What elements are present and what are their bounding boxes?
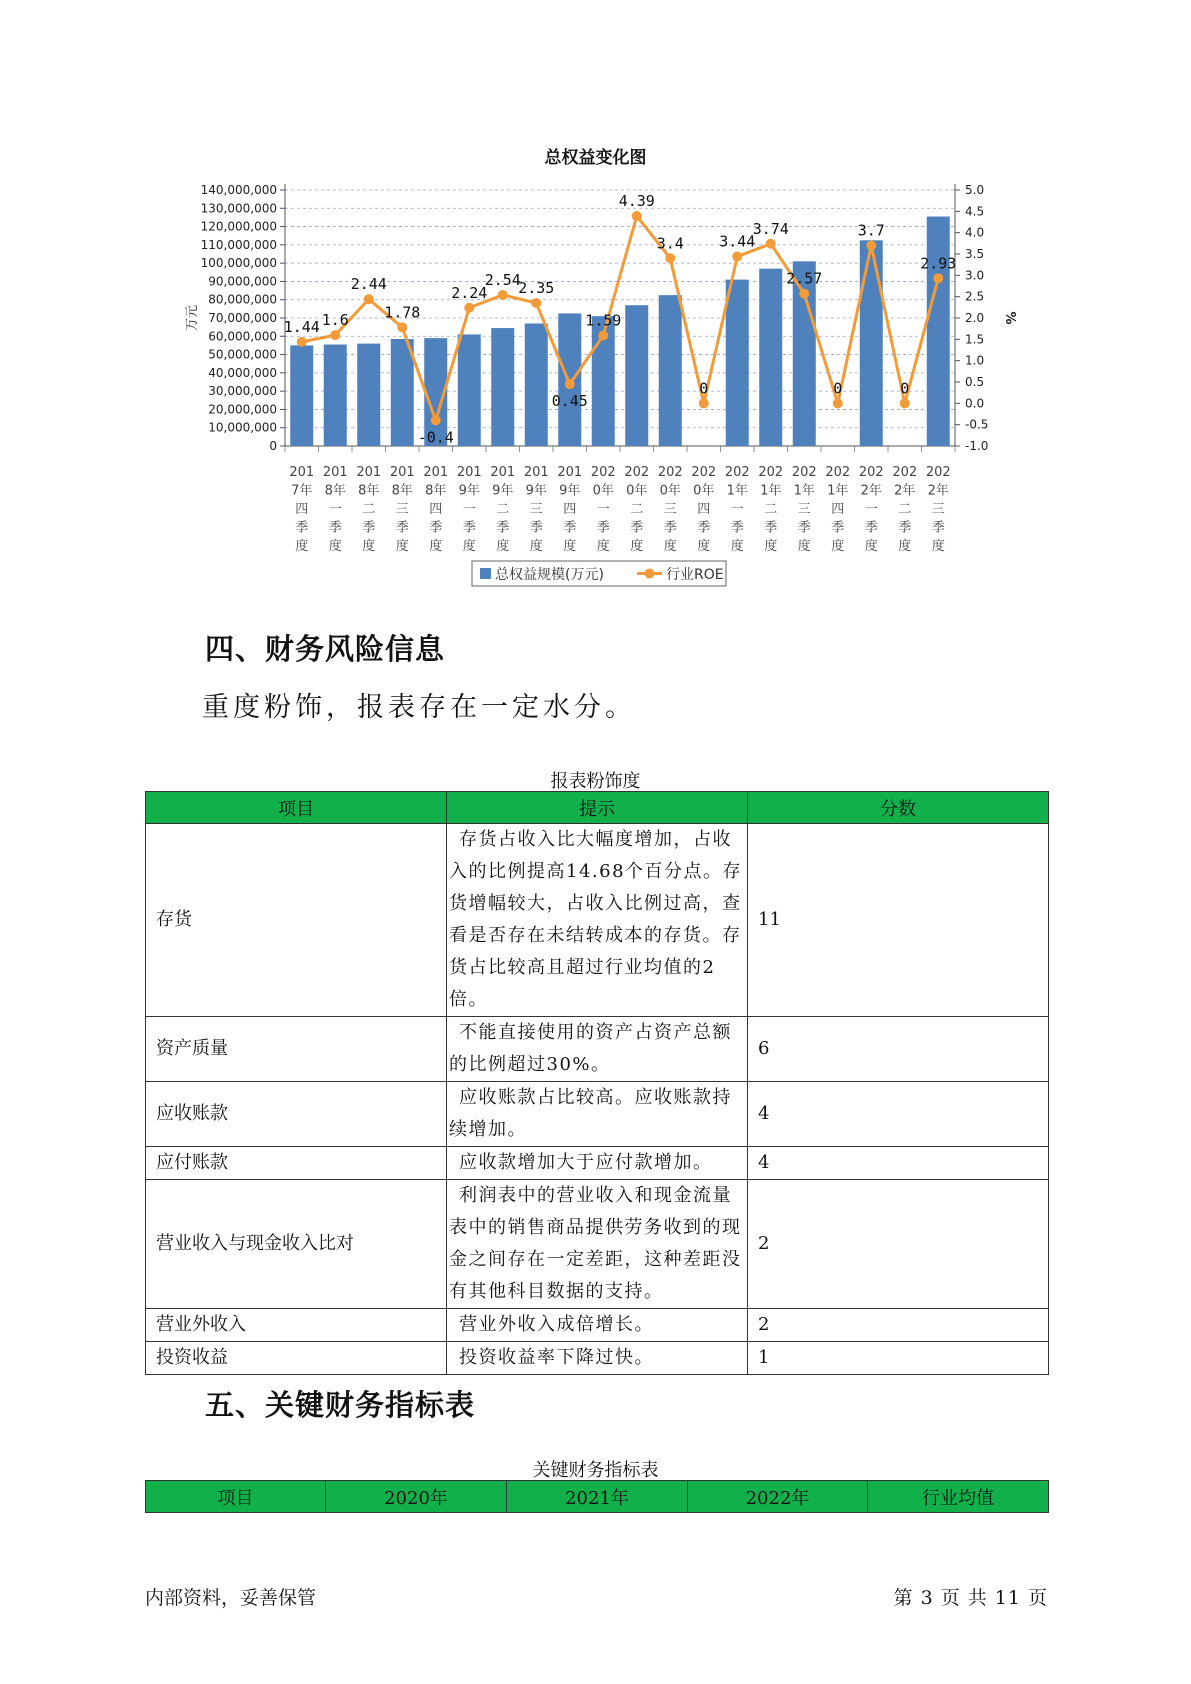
- table-row: [146, 824, 1049, 1017]
- x-tick-label: 四: [563, 502, 577, 517]
- x-tick-label: 度: [931, 539, 945, 554]
- roe-point: [431, 415, 441, 425]
- risk-summary: 重度粉饰，报表存在一定水分。: [202, 692, 636, 723]
- bar: [625, 305, 648, 446]
- header-2021: 2021年: [507, 1481, 688, 1513]
- right-axis-label: %: [1002, 311, 1017, 325]
- row-item: 应付账款: [146, 1147, 447, 1180]
- x-tick-label: 二: [362, 502, 376, 517]
- x-tick-label: 度: [630, 539, 644, 554]
- x-tick-label: 202: [590, 465, 616, 480]
- x-tick-label: 202: [624, 465, 650, 480]
- left-tick-label: 80,000,000: [208, 292, 277, 307]
- x-tick-label: 季: [730, 520, 744, 536]
- x-tick-label: 季: [864, 520, 878, 536]
- x-tick-label: 季: [295, 520, 309, 536]
- roe-point: [364, 294, 374, 304]
- roe-point: [933, 273, 943, 283]
- x-tick-label: 度: [496, 539, 510, 554]
- x-tick-label: 8年: [425, 483, 447, 499]
- key-table-header-row: [146, 1481, 1049, 1513]
- left-tick-label: 50,000,000: [208, 347, 277, 362]
- roe-data-label: 2.24: [451, 283, 488, 302]
- left-tick-label: 10,000,000: [208, 420, 277, 435]
- x-tick-label: 季: [496, 520, 510, 536]
- x-tick-label: 2年: [927, 483, 949, 499]
- table-row: [146, 1147, 1049, 1180]
- header-industry-avg: 行业均值: [868, 1481, 1049, 1513]
- right-tick-label: -1.0: [965, 439, 989, 453]
- header-2020: 2020年: [326, 1481, 507, 1513]
- x-tick-label: 季: [596, 520, 610, 536]
- right-tick-label: 1.0: [965, 353, 985, 368]
- legend-line-marker: [645, 569, 655, 579]
- x-tick-label: 202: [858, 465, 884, 480]
- x-tick-label: 度: [697, 539, 711, 554]
- roe-point: [665, 253, 675, 263]
- left-tick-label: 30,000,000: [208, 384, 277, 399]
- x-tick-label: 季: [328, 520, 342, 536]
- row-hint: 投资收益率下降过快。: [447, 1342, 748, 1375]
- x-tick-label: 一: [596, 502, 610, 517]
- legend-bar-label: 总权益规模(万元): [495, 567, 604, 583]
- x-tick-label: 0年: [693, 483, 715, 499]
- row-score: 4: [748, 1082, 1049, 1147]
- left-tick-label: 120,000,000: [200, 219, 277, 234]
- x-tick-label: 一: [730, 502, 744, 517]
- x-tick-label: 201: [389, 465, 415, 480]
- bar: [391, 339, 414, 446]
- x-tick-label: 三: [529, 502, 543, 517]
- row-item: 营业外收入: [146, 1309, 447, 1342]
- roe-point: [565, 379, 575, 389]
- key-table-caption: 关键财务指标表: [532, 1460, 659, 1481]
- x-tick-label: 度: [563, 539, 577, 554]
- right-tick-label: 2.0: [965, 311, 985, 325]
- roe-data-label: 2.35: [518, 279, 555, 298]
- x-tick-label: 201: [322, 465, 348, 480]
- left-tick-label: 90,000,000: [208, 274, 277, 289]
- key-indicator-table: [145, 1480, 1049, 1513]
- roe-point: [766, 239, 776, 249]
- x-tick-label: 度: [764, 539, 778, 554]
- left-tick-label: 100,000,000: [200, 256, 277, 271]
- right-tick-label: -0.5: [965, 417, 989, 432]
- roe-point: [632, 211, 642, 221]
- x-tick-label: 202: [892, 465, 918, 480]
- roe-data-label: 1.59: [585, 311, 622, 330]
- x-tick-label: 三: [797, 502, 811, 517]
- roe-point: [297, 337, 307, 347]
- left-tick-label: 0: [269, 439, 277, 453]
- x-tick-label: 201: [523, 465, 549, 480]
- x-tick-label: 季: [462, 520, 476, 536]
- x-tick-label: 201: [456, 465, 482, 480]
- roe-data-label: 3.4: [656, 234, 684, 253]
- x-tick-label: 四: [697, 502, 711, 517]
- header-2022: 2022年: [688, 1481, 868, 1513]
- row-score: 6: [748, 1017, 1049, 1082]
- x-tick-label: 度: [898, 539, 912, 554]
- roe-point: [531, 298, 541, 308]
- risk-table-caption: 报表粉饰度: [550, 771, 641, 792]
- x-tick-label: 0年: [659, 483, 681, 499]
- roe-point: [498, 290, 508, 300]
- x-tick-label: 季: [764, 520, 778, 536]
- roe-point: [330, 330, 340, 340]
- x-tick-label: 三: [663, 502, 677, 517]
- header-score: 分数: [748, 792, 1049, 824]
- header-item: 项目: [146, 1481, 326, 1513]
- right-tick-label: 3.5: [965, 247, 985, 261]
- right-tick-label: 2.5: [965, 289, 985, 304]
- x-tick-label: 1年: [726, 483, 748, 499]
- x-tick-label: 201: [356, 465, 382, 480]
- roe-data-label: 3.7: [857, 221, 885, 240]
- legend-line-label: 行业ROE: [666, 567, 724, 583]
- x-tick-label: 季: [630, 520, 644, 536]
- equity-chart: [0, 0, 1191, 600]
- roe-data-label: 2.44: [350, 275, 387, 294]
- roe-point: [799, 289, 809, 299]
- x-tick-label: 202: [691, 465, 717, 480]
- x-tick-label: 度: [864, 539, 878, 554]
- x-tick-label: 度: [395, 539, 409, 554]
- footer-confidential: 内部资料，妥善保管: [145, 1587, 317, 1609]
- x-tick-label: 度: [663, 539, 677, 554]
- left-tick-label: 60,000,000: [208, 329, 277, 344]
- section5-heading: 五、关键财务指标表: [205, 1388, 476, 1422]
- roe-data-label: 0: [900, 379, 910, 398]
- bar: [491, 328, 514, 446]
- table-row: [146, 1180, 1049, 1309]
- bar: [927, 217, 950, 446]
- x-tick-label: 季: [831, 520, 845, 536]
- right-tick-label: 4.0: [965, 225, 985, 240]
- x-tick-label: 度: [462, 539, 476, 554]
- x-tick-label: 度: [362, 539, 376, 554]
- roe-point: [464, 303, 474, 313]
- x-tick-label: 四: [295, 502, 309, 517]
- section4-heading: 四、财务风险信息: [205, 632, 446, 666]
- right-tick-label: 1.5: [965, 332, 985, 347]
- x-tick-label: 三: [395, 502, 409, 517]
- x-tick-label: 季: [697, 520, 711, 536]
- bar: [659, 295, 682, 446]
- row-score: 11: [748, 824, 1049, 1017]
- x-tick-label: 度: [295, 539, 309, 554]
- x-tick-label: 201: [423, 465, 449, 480]
- x-tick-label: 度: [797, 539, 811, 554]
- x-tick-label: 1年: [760, 483, 782, 499]
- x-tick-label: 202: [758, 465, 784, 480]
- x-tick-label: 9年: [559, 483, 581, 499]
- row-hint: 营业外收入成倍增长。: [447, 1309, 748, 1342]
- x-tick-label: 一: [864, 502, 878, 517]
- roe-point: [699, 398, 709, 408]
- left-tick-label: 110,000,000: [200, 237, 277, 252]
- x-tick-label: 度: [429, 539, 443, 554]
- bar: [324, 345, 347, 446]
- x-tick-label: 季: [797, 520, 811, 536]
- left-tick-label: 140,000,000: [200, 183, 277, 197]
- x-tick-label: 202: [724, 465, 750, 480]
- x-tick-label: 1年: [827, 483, 849, 499]
- right-tick-label: 5.0: [965, 183, 985, 197]
- roe-data-label: 0: [833, 379, 843, 398]
- x-tick-label: 一: [328, 502, 342, 517]
- bar: [458, 334, 481, 446]
- x-tick-label: 季: [563, 520, 577, 536]
- x-tick-label: 度: [529, 539, 543, 554]
- x-tick-label: 8年: [358, 483, 380, 499]
- row-hint: 不能直接使用的资产占资产总额的比例超过30%。: [447, 1017, 748, 1082]
- row-score: 4: [748, 1147, 1049, 1180]
- x-tick-label: 度: [831, 539, 845, 554]
- table-row: [146, 1309, 1049, 1342]
- x-tick-label: 1年: [793, 483, 815, 499]
- table-row: [146, 1342, 1049, 1375]
- roe-point: [397, 322, 407, 332]
- row-score: 2: [748, 1309, 1049, 1342]
- roe-point: [732, 252, 742, 262]
- bar: [357, 344, 380, 446]
- right-tick-label: 0.0: [965, 396, 985, 411]
- x-tick-label: 201: [289, 465, 315, 480]
- right-tick-label: 4.5: [965, 204, 985, 219]
- x-tick-label: 二: [764, 502, 778, 517]
- right-tick-label: 3.0: [965, 268, 985, 283]
- x-tick-label: 8年: [391, 483, 413, 499]
- x-tick-label: 9年: [492, 483, 514, 499]
- x-tick-label: 8年: [324, 483, 346, 499]
- x-tick-label: 度: [596, 539, 610, 554]
- legend-bar-swatch: [480, 568, 491, 579]
- row-item: 资产质量: [146, 1017, 447, 1082]
- x-tick-label: 三: [931, 502, 945, 517]
- x-tick-label: 9年: [458, 483, 480, 499]
- row-hint: 存货占收入比大幅度增加，占收入的比例提高14.68个百分点。存货增幅较大，占收入比例过高，查看是否存在未结转成本的存货。存货占比较高且超过行业均值的2倍。: [447, 824, 748, 1017]
- risk-table: [145, 791, 1049, 1375]
- roe-point: [900, 398, 910, 408]
- x-tick-label: 季: [429, 520, 443, 536]
- x-tick-label: 一: [462, 502, 476, 517]
- x-tick-label: 二: [496, 502, 510, 517]
- roe-data-label: 1.44: [283, 317, 320, 336]
- row-item: 营业收入与现金收入比对: [146, 1180, 447, 1309]
- row-item: 存货: [146, 824, 447, 1017]
- row-item: 投资收益: [146, 1342, 447, 1375]
- row-hint: 利润表中的营业收入和现金流量表中的销售商品提供劳务收到的现金之间存在一定差距，这种差距没有其他科目数据的支持。: [447, 1180, 748, 1309]
- roe-data-label: -0.4: [417, 428, 454, 447]
- x-tick-label: 9年: [525, 483, 547, 499]
- x-tick-label: 季: [362, 520, 376, 536]
- left-tick-label: 70,000,000: [208, 311, 277, 325]
- header-hint: 提示: [447, 792, 748, 824]
- left-tick-label: 130,000,000: [200, 201, 277, 216]
- header-item: 项目: [146, 792, 447, 824]
- roe-point: [866, 240, 876, 250]
- x-tick-label: 2年: [894, 483, 916, 499]
- x-tick-label: 201: [490, 465, 516, 480]
- x-tick-label: 0年: [626, 483, 648, 499]
- row-hint: 应收款增加大于应付款增加。: [447, 1147, 748, 1180]
- x-tick-label: 度: [328, 539, 342, 554]
- row-hint: 应收账款占比较高。应收账款持续增加。: [447, 1082, 748, 1147]
- left-tick-label: 40,000,000: [208, 365, 277, 380]
- roe-data-label: 1.6: [321, 311, 349, 330]
- footer-page-number: 第 3 页 共 11 页: [893, 1587, 1048, 1609]
- roe-data-label: 1.78: [384, 303, 421, 322]
- table-row: [146, 1017, 1049, 1082]
- row-score: 2: [748, 1180, 1049, 1309]
- x-tick-label: 二: [630, 502, 644, 517]
- x-tick-label: 季: [529, 520, 543, 536]
- x-tick-label: 202: [825, 465, 851, 480]
- left-axis-label: 万元: [185, 304, 200, 332]
- roe-point: [598, 330, 608, 340]
- x-tick-label: 四: [429, 502, 443, 517]
- row-item: 应收账款: [146, 1082, 447, 1147]
- bar: [759, 269, 782, 446]
- bar: [726, 280, 749, 446]
- right-tick-label: 0.5: [965, 375, 985, 389]
- bar: [290, 345, 313, 446]
- roe-data-label: 3.74: [752, 219, 789, 238]
- bar: [860, 240, 883, 446]
- roe-data-label: 0: [699, 379, 709, 398]
- x-tick-label: 202: [791, 465, 817, 480]
- risk-table-header-row: [146, 792, 1049, 824]
- chart-title: 总权益变化图: [544, 148, 647, 168]
- roe-data-label: 4.39: [618, 192, 655, 211]
- x-tick-label: 二: [898, 502, 912, 517]
- x-tick-label: 7年: [291, 483, 313, 499]
- roe-data-label: 0.45: [551, 392, 588, 411]
- roe-data-label: 2.54: [484, 270, 521, 289]
- x-tick-label: 度: [730, 539, 744, 554]
- roe-point: [833, 398, 843, 408]
- x-tick-label: 201: [557, 465, 583, 480]
- x-tick-label: 2年: [860, 483, 882, 499]
- table-row: [146, 1082, 1049, 1147]
- x-tick-label: 0年: [592, 483, 614, 499]
- roe-data-label: 3.44: [719, 232, 756, 251]
- left-tick-label: 20,000,000: [208, 402, 277, 417]
- x-tick-label: 季: [395, 520, 409, 536]
- bar: [525, 323, 548, 446]
- x-tick-label: 季: [898, 520, 912, 536]
- x-tick-label: 季: [931, 520, 945, 536]
- roe-data-label: 2.93: [920, 254, 957, 273]
- x-tick-label: 202: [657, 465, 683, 480]
- x-tick-label: 四: [831, 502, 845, 517]
- x-tick-label: 季: [663, 520, 677, 536]
- x-tick-label: 202: [925, 465, 951, 480]
- roe-data-label: 2.57: [786, 269, 823, 288]
- row-score: 1: [748, 1342, 1049, 1375]
